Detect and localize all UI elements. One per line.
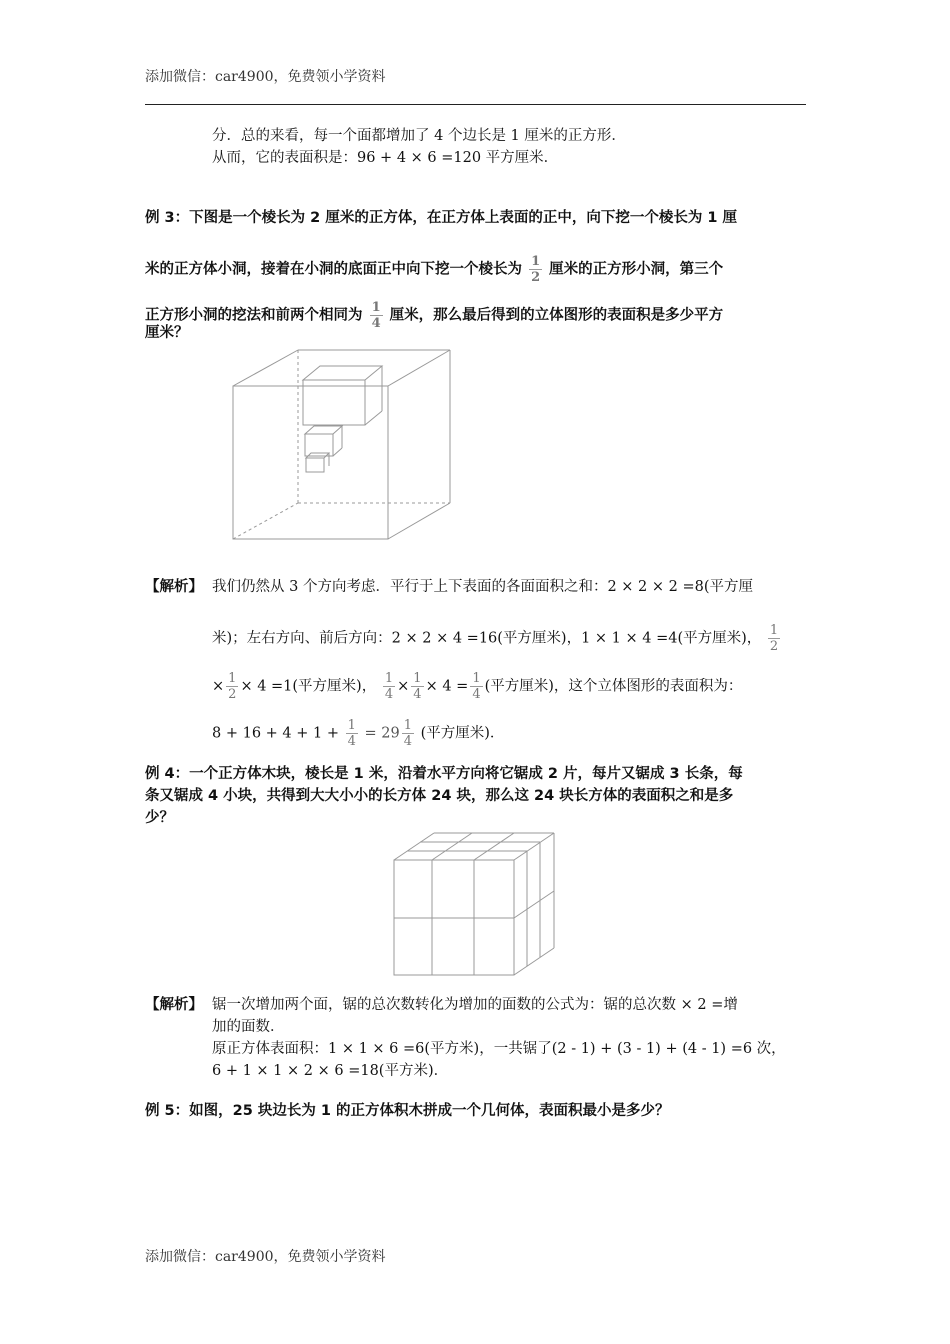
example-3-line-2: 米的正方体小洞，接着在小洞的底面正中向下挖一个棱长为 $\frac{1}{2}$ 厘米的正方形小洞，第三个 [145, 254, 724, 285]
fraction-half: $\frac{1}{2}$ [769, 623, 779, 654]
page-footer: 添加微信：car4900，免费领小学资料 [145, 1249, 386, 1265]
solution-4-label: 【解析】 [145, 997, 203, 1013]
solution-3-line-4: 8 + 16 + 4 + 1 + $\frac{1}{4}$ = 29 $\frac{1}{4}$ (平方厘米)． [212, 718, 505, 749]
example-4-line-1: 例 4：一个正方体木块，棱长是 1 米，沿着水平方向将它锯成 2 片，每片又锯成 3 长条，每 [145, 766, 743, 782]
fraction-half: $\frac{1}{2}$ [228, 671, 237, 702]
solution-4-line-4: 6 + 1 × 1 × 2 × 6 =18(平方米)． [212, 1063, 449, 1079]
solution-3-label: 【解析】 [145, 579, 203, 595]
solution-3-line-2: 米)；左右方向、前后方向：2 × 2 × 4 =16(平方厘米)，1 × 1 × 4 =4(平方厘米)， $\frac{1}{2}$ [212, 623, 779, 654]
page-header: 添加微信：car4900，免费领小学资料 [145, 69, 386, 85]
solution-3-line-1: 我们仍然从 3 个方向考虑．平行于上下表面的各面面积之和：2 × 2 × 2 =8(平方厘 [212, 579, 753, 595]
example-4-line-3: 少？ [145, 810, 174, 826]
solution-3-line-3: × $\frac{1}{2}$ × 4 =1(平方厘米)， $\frac{1}{4}$ × $\frac{1}{4}$ × 4 = $\frac{1}{4}$ (平方厘米)，这个立体图形的表面积为： [212, 671, 743, 702]
example-3-line-4: 厘米？ [145, 325, 189, 341]
example-3-line-3: 正方形小洞的挖法和前两个相同为 $\frac{1}{4}$ 厘米，那么最后得到的立体图形的表面积是多少平方 [145, 300, 724, 331]
example-5-line-1: 例 5：如图，25 块边长为 1 的正方体积木拼成一个几何体，表面积最小是多少？ [145, 1103, 670, 1119]
fraction-quarter: $\frac{1}{4}$ [472, 671, 481, 702]
solution-4-line-1: 锯一次增加两个面，锯的总次数转化为增加的面数的公式为：锯的总次数 × 2 =增 [212, 997, 738, 1013]
sawed-cube-figure [392, 830, 562, 980]
fraction-quarter: $\frac{1}{4}$ [403, 718, 412, 749]
fraction-quarter: $\frac{1}{4}$ [347, 718, 356, 749]
cube-with-holes-figure [228, 346, 458, 546]
fraction-half: $\frac{1}{2}$ [531, 254, 541, 285]
example-3-line-1: 例 3：下图是一个棱长为 2 厘米的正方体，在正方体上表面的正中，向下挖一个棱长为 1 厘 [145, 210, 738, 226]
prev-solution-line-1: 分．总的来看，每一个面都增加了 4 个边长是 1 厘米的正方形． [212, 128, 626, 144]
solution-4-line-2: 加的面数． [212, 1019, 285, 1035]
example-4-line-2: 条又锯成 4 小块，共得到大大小小的长方体 24 块，那么这 24 块长方体的表面积之和是多 [145, 788, 734, 804]
fraction-quarter: $\frac{1}{4}$ [384, 671, 394, 702]
solution-4-line-3: 原正方体表面积：1 × 1 × 6 =6(平方米)，一共锯了(2 - 1) + (3 - 1) + (4 - 1) =6 次， [212, 1041, 786, 1057]
fraction-quarter: $\frac{1}{4}$ [413, 671, 422, 702]
fraction-quarter: $\frac{1}{4}$ [371, 300, 381, 331]
header-divider [145, 104, 806, 105]
prev-solution-line-2: 从而，它的表面积是：96 + 4 × 6 =120 平方厘米． [212, 150, 559, 166]
